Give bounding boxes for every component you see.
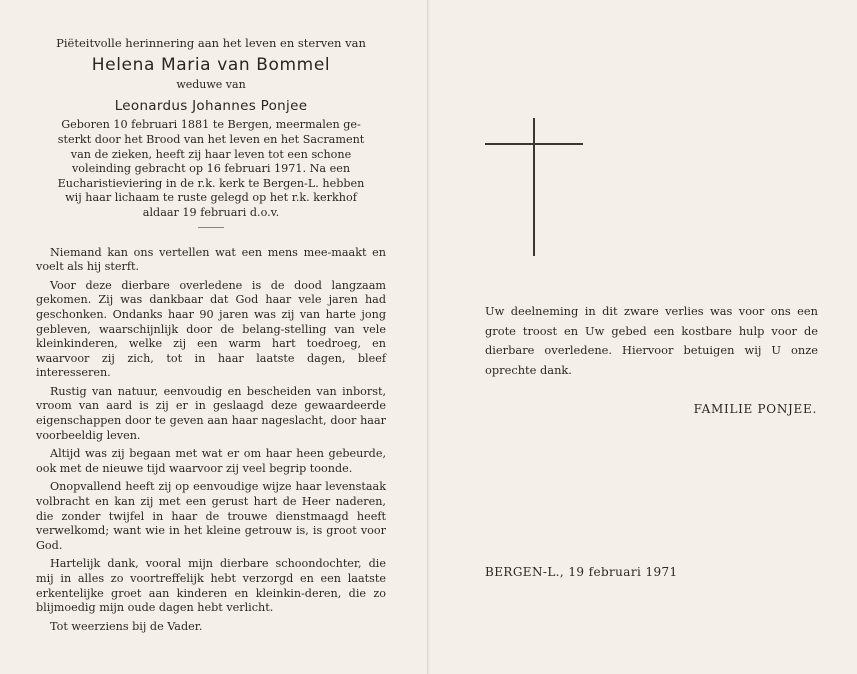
biography-line: Geboren 10 februari 1881 te Bergen, meermalen ge- <box>61 118 361 132</box>
intro-line: Piëteitvolle herinnering aan het leven en sterven van <box>56 36 366 50</box>
paragraph: Rustig van natuur, eenvoudig en bescheiden van inborst, vroom van aard is zij er in geslaagd deze gewaardeerde eigenschappen door te geven aan haar nageslacht, door haar voorbeeldig leven. <box>36 384 386 442</box>
biography <box>36 118 386 220</box>
paragraph: Niemand kan ons vertellen wat een mens mee-maakt en voelt als hij sterft. <box>36 245 386 274</box>
biography-line: voleinding gebracht op 16 februari 1971. Na een <box>71 162 351 176</box>
paragraph: Voor deze dierbare overledene is de dood langzaam gekomen. Zij was dankbaar dat God haar vele jaren had geschonken. Ondanks haar 90 jaren was zij van harte jong gebleven, waarschijnlijk door de belang-stelling van vele kleinkinderen, welke zij een warm hart toedroeg, en waarvoor zij zich, tot in haar laatste dagen, bleef interesseren. <box>36 278 386 380</box>
place-date: BERGEN-L., 19 februari 1971 <box>485 565 678 579</box>
paragraph: Onopvallend heeft zij op eenvoudige wijze haar levenstaak volbracht en kan zij met een gerust hart de Heer naderen, die zonder twijfel in haar de trouwe dienstmaagd heeft verwelkomd; want wie in het kleine getrouw is, is groot voor God. <box>36 480 386 552</box>
closing-line: Tot weerziens bij de Vader. <box>50 619 203 633</box>
card-fold <box>427 0 430 674</box>
right-panel <box>436 0 857 674</box>
deceased-name: Helena Maria van Bommel <box>91 54 331 75</box>
cross-horizontal-bar <box>485 143 583 145</box>
biography-line: Eucharistieviering in de r.k. kerk te Bergen-L. hebben <box>57 176 365 190</box>
biography-line: sterkt door het Brood van het leven en het Sacrament <box>57 132 365 146</box>
husband-name: Leonardus Johannes Ponjee <box>114 97 308 114</box>
biography-line: aldaar 19 februari d.o.v. <box>142 205 280 219</box>
biography-line: wij haar lichaam te ruste gelegd op het r.k. kerkhof <box>65 191 357 205</box>
widow-of-label: weduwe van <box>176 78 246 92</box>
left-panel <box>36 36 386 638</box>
cross-vertical-bar <box>533 118 535 256</box>
biography-line: van de zieken, heeft zij haar leven tot een schone <box>70 147 352 161</box>
paragraph: Altijd was zij begaan met wat er om haar heen gebeurde, ook met de nieuwe tijd waarvoor zij veel begrip toonde. <box>36 447 386 475</box>
paragraph: Hartelijk dank, vooral mijn dierbare schoondochter, die mij in alles zo voortreffelijk hebt verzorgd en een laatste erkentelijke groet aan kinderen en kleinkin-deren, die zo blijmoedig mijn oude dagen hebt verlicht. <box>36 557 386 615</box>
divider <box>198 227 224 228</box>
thanks-text: Uw deelneming in dit zware verlies was voor ons een grote troost en Uw gebed een kostbare hulp voor de dierbare overledene. Hiervoor betuigen wij U onze oprechte dank. <box>485 304 818 377</box>
family-signature: FAMILIE PONJEE. <box>693 402 817 416</box>
